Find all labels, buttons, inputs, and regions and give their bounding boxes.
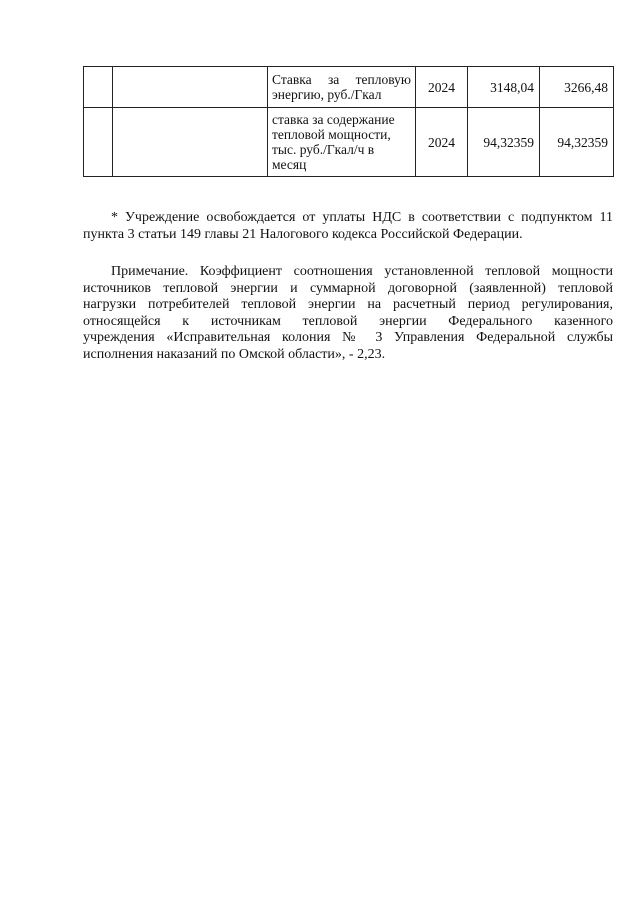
note-line: учреждения «Исправительная колония № 3 Управления Федеральной службы [83,330,613,345]
rate-name-line: ставка за содержание [272,112,395,127]
table-cell-year: 2024 [416,108,468,177]
rate-name-line: Ставка за тепловую [272,72,411,87]
table-row [84,67,614,108]
table-cell-organization [113,67,268,108]
table-cell-organization [113,108,268,177]
table-cell-year: 2024 [416,67,468,108]
note-line: Примечание. Коэффициент соотношения установленной тепловой мощности [111,264,613,279]
table-cell-value-second-half: 3266,48 [540,67,614,108]
table-cell-value-first-half: 3148,04 [468,67,540,108]
table-cell-value-first-half: 94,32359 [468,108,540,177]
rate-name-line: энергию, руб./Гкал [272,87,382,102]
note-line: нагрузки потребителей тепловой энергии на расчетный период регулирования, [83,297,613,312]
note-line: источников тепловой энергии и суммарной договорной (заявленной) тепловой [83,280,613,296]
table-cell-rate-name [268,108,416,177]
rate-name-line: тепловой мощности, [272,127,391,142]
tariff-table [83,66,614,177]
rate-name-line: тыс. руб./Гкал/ч в [272,142,375,157]
footnote-line: пункта 3 статьи 149 главы 21 Налогового кодекса Российской Федерации. [83,226,523,242]
table-row [84,108,614,177]
vat-footnote [83,210,613,243]
table-cell-rate-name [268,67,416,108]
table-cell-number [84,67,113,108]
table-cell-number [84,108,113,177]
note-line: исполнения наказаний по Омской области», - 2,23. [83,346,386,362]
note-paragraph [83,264,613,363]
note-line: относящейся к источникам тепловой энергии Федерального казенного [83,313,613,329]
rate-name-line: месяц [272,157,307,172]
footnote-line: * Учреждение освобождается от уплаты НДС в соответствии с подпунктом 11 [111,210,613,225]
table-cell-value-second-half: 94,32359 [540,108,614,177]
